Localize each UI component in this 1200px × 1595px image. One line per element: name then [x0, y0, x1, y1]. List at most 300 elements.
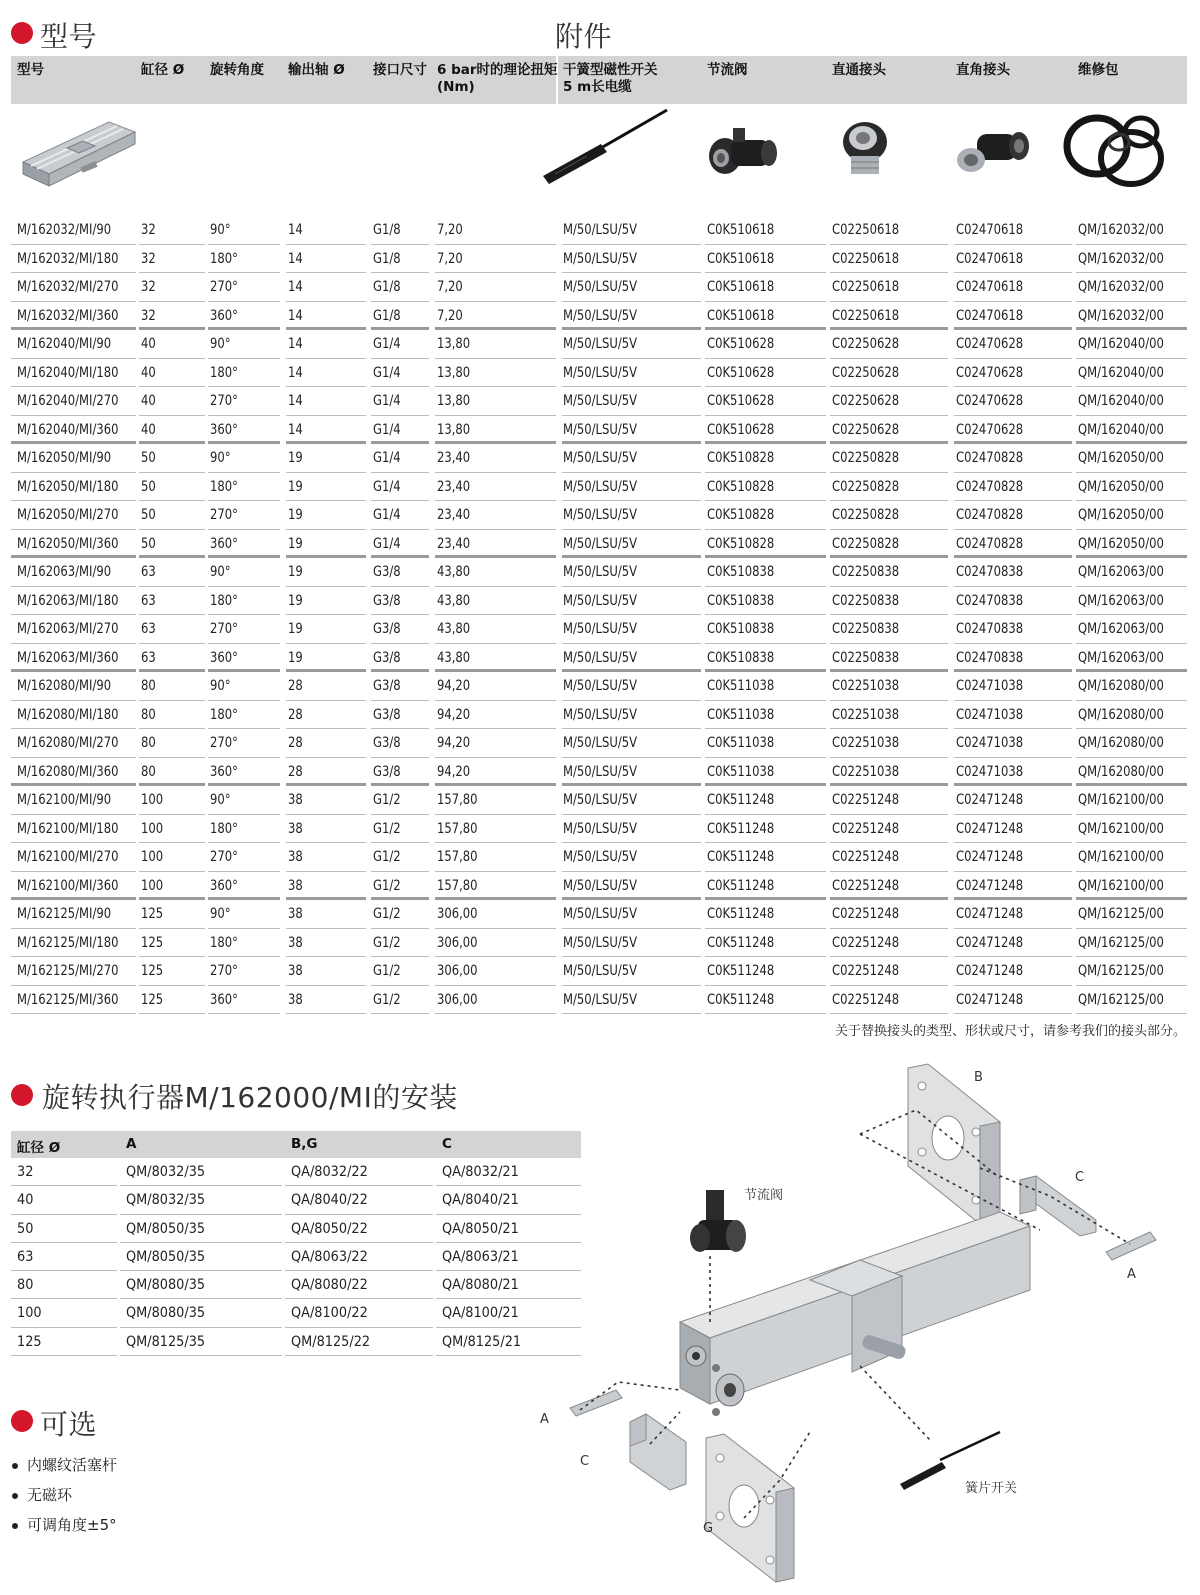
- table-cell: C0K510628: [707, 393, 775, 409]
- table-cell: 360°: [210, 877, 238, 894]
- mounting-table-body: [11, 1158, 581, 1356]
- label-c-left: C: [580, 1454, 590, 1469]
- table-cell: G1/4: [373, 478, 401, 495]
- table-cell: 14: [288, 307, 303, 324]
- table-cell: 40: [141, 421, 156, 438]
- mounting-column-header: B,G: [291, 1136, 318, 1152]
- table-cell: G1/8: [373, 222, 401, 238]
- table-cell: 270°: [210, 735, 238, 751]
- table-cell: M/162063/MI/270: [17, 621, 119, 637]
- table-cell: G3/8: [373, 678, 401, 694]
- table-cell: M/162050/MI/90: [17, 450, 112, 466]
- table-cell: 50: [141, 535, 156, 552]
- table-cell: C02471248: [956, 820, 1024, 837]
- table-cell: 40: [141, 336, 156, 352]
- column-header: 直角接头: [956, 62, 1010, 78]
- model-section-title: 型号: [40, 20, 98, 53]
- table-cell: G3/8: [373, 564, 401, 580]
- table-cell: 38: [288, 820, 303, 837]
- table-cell: 270°: [210, 849, 238, 865]
- table-cell: QM/162063/00: [1078, 649, 1164, 666]
- table-cell: C02251038: [832, 706, 900, 723]
- table-cell: 90°: [210, 222, 231, 238]
- table-cell: M/162125/MI/90: [17, 906, 112, 922]
- table-cell: C02471248: [956, 792, 1024, 808]
- table-cell: M/50/LSU/5V: [563, 763, 638, 780]
- mounting-row: [11, 1215, 581, 1243]
- table-cell: 90°: [210, 450, 231, 466]
- table-cell: G1/4: [373, 421, 401, 438]
- table-cell: C0K510628: [707, 336, 775, 352]
- table-row: [11, 786, 1187, 815]
- mounting-cell: QM/8050/35: [126, 1220, 206, 1237]
- options-section-title: 可选: [40, 1408, 98, 1441]
- table-cell: C02250628: [832, 364, 900, 381]
- column-header: 维修包: [1078, 62, 1119, 78]
- table-row: [11, 729, 1187, 758]
- table-row: [11, 473, 1187, 502]
- table-cell: M/162032/MI/180: [17, 250, 119, 267]
- table-cell: C0K510628: [707, 364, 775, 381]
- table-cell: 125: [141, 991, 164, 1008]
- table-cell: 90°: [210, 906, 231, 922]
- table-cell: C02250628: [832, 421, 900, 438]
- table-row: [11, 957, 1187, 986]
- table-cell: G1/4: [373, 450, 401, 466]
- table-row: [11, 330, 1187, 359]
- table-row: [11, 302, 1187, 331]
- table-cell: M/50/LSU/5V: [563, 279, 638, 295]
- table-cell: 50: [141, 507, 156, 523]
- column-header: 接口尺寸: [373, 62, 427, 78]
- mounting-row: [11, 1186, 581, 1214]
- mounting-cell: QA/8032/22: [291, 1164, 368, 1180]
- table-cell: 13,80: [437, 421, 471, 438]
- table-cell: 270°: [210, 621, 238, 637]
- table-cell: C0K511248: [707, 877, 775, 894]
- table-cell: C02251248: [832, 906, 900, 922]
- table-cell: C02470628: [956, 336, 1024, 352]
- table-cell: C02470838: [956, 592, 1024, 609]
- table-cell: M/50/LSU/5V: [563, 336, 638, 352]
- table-cell: C0K511038: [707, 706, 775, 723]
- table-cell: M/50/LSU/5V: [563, 621, 638, 637]
- table-cell: 38: [288, 849, 303, 865]
- product-images-row: [11, 104, 1187, 216]
- table-row: [11, 530, 1187, 559]
- table-cell: 23,40: [437, 507, 471, 523]
- table-row: [11, 359, 1187, 388]
- table-cell: C02250618: [832, 279, 900, 295]
- column-header: 干簧型磁性开关 5 m长电缆: [563, 62, 658, 95]
- table-cell: C02470828: [956, 535, 1024, 552]
- table-cell: C02471248: [956, 963, 1024, 979]
- section-bullet: [11, 22, 33, 44]
- table-cell: 38: [288, 934, 303, 951]
- label-reed-switch: 簧片开关: [965, 1481, 1018, 1496]
- table-cell: 14: [288, 336, 303, 352]
- table-cell: 270°: [210, 963, 238, 979]
- table-cell: 63: [141, 592, 156, 609]
- table-row: [11, 444, 1187, 473]
- label-a-top: A: [1127, 1267, 1136, 1282]
- table-cell: G1/2: [373, 849, 401, 865]
- table-cell: G1/2: [373, 877, 401, 894]
- table-row: [11, 701, 1187, 730]
- table-cell: C0K510618: [707, 250, 775, 267]
- mounting-row: [11, 1328, 581, 1356]
- table-cell: C0K511038: [707, 735, 775, 751]
- table-cell: 38: [288, 906, 303, 922]
- table-cell: 360°: [210, 535, 238, 552]
- table-cell: G1/4: [373, 364, 401, 381]
- table-cell: G1/4: [373, 535, 401, 552]
- table-cell: M/162080/MI/180: [17, 706, 119, 723]
- mounting-cell: 32: [17, 1164, 34, 1180]
- assembly-diagram: [530, 1060, 1190, 1590]
- table-cell: C0K510828: [707, 507, 775, 523]
- label-b: B: [974, 1070, 983, 1085]
- table-row: [11, 587, 1187, 616]
- table-cell: 125: [141, 906, 164, 922]
- table-cell: 90°: [210, 678, 231, 694]
- table-cell: C0K511248: [707, 991, 775, 1008]
- label-a-left: A: [540, 1412, 549, 1427]
- mounting-row: [11, 1271, 581, 1299]
- table-cell: M/50/LSU/5V: [563, 393, 638, 409]
- table-cell: G3/8: [373, 735, 401, 751]
- table-cell: 125: [141, 963, 164, 979]
- table-cell: M/162100/MI/270: [17, 849, 119, 865]
- table-cell: 50: [141, 478, 156, 495]
- mounting-cell: QA/8100/21: [442, 1305, 519, 1322]
- table-cell: M/50/LSU/5V: [563, 934, 638, 951]
- table-cell: G3/8: [373, 763, 401, 780]
- table-cell: 94,20: [437, 706, 471, 723]
- table-cell: M/162040/MI/270: [17, 393, 119, 409]
- table-cell: QM/162040/00: [1078, 364, 1164, 381]
- table-cell: C02471038: [956, 706, 1024, 723]
- column-header: 直通接头: [832, 62, 886, 78]
- table-cell: C02471038: [956, 763, 1024, 780]
- table-cell: 32: [141, 279, 156, 295]
- mounting-table-header: [11, 1131, 581, 1158]
- mounting-cell: QM/8050/35: [126, 1248, 206, 1265]
- table-cell: 43,80: [437, 564, 471, 580]
- table-cell: M/162050/MI/360: [17, 535, 119, 552]
- table-cell: C0K510828: [707, 450, 775, 466]
- table-cell: QM/162032/00: [1078, 250, 1164, 267]
- column-header: 节流阀: [707, 62, 748, 78]
- table-cell: C02471038: [956, 678, 1024, 694]
- table-cell: 13,80: [437, 364, 471, 381]
- table-cell: C0K510838: [707, 649, 775, 666]
- table-cell: M/50/LSU/5V: [563, 820, 638, 837]
- table-body: [11, 216, 1187, 1014]
- table-cell: M/162032/MI/270: [17, 279, 119, 295]
- table-cell: 306,00: [437, 991, 478, 1008]
- section-bullet: [11, 1084, 33, 1106]
- mounting-cell: QA/8080/22: [291, 1277, 368, 1294]
- table-cell: 19: [288, 621, 303, 637]
- mounting-cell: QA/8080/21: [442, 1277, 519, 1294]
- table-cell: M/50/LSU/5V: [563, 963, 638, 979]
- seal-kit-image: [1061, 112, 1169, 192]
- mounting-cell: QA/8050/22: [291, 1220, 368, 1237]
- table-cell: G1/4: [373, 393, 401, 409]
- option-item: 无磁环: [12, 1484, 72, 1505]
- table-cell: QM/162032/00: [1078, 222, 1164, 238]
- table-cell: M/50/LSU/5V: [563, 535, 638, 552]
- table-cell: 14: [288, 250, 303, 267]
- table-cell: C02251248: [832, 820, 900, 837]
- table-row: [11, 615, 1187, 644]
- table-cell: 19: [288, 450, 303, 466]
- table-cell: C02470838: [956, 621, 1024, 637]
- table-cell: M/50/LSU/5V: [563, 792, 638, 808]
- table-cell: C0K510828: [707, 478, 775, 495]
- table-cell: 94,20: [437, 763, 471, 780]
- table-cell: M/162063/MI/180: [17, 592, 119, 609]
- table-cell: 360°: [210, 307, 238, 324]
- table-cell: M/162080/MI/90: [17, 678, 112, 694]
- flange-g: [706, 1434, 794, 1582]
- table-cell: 80: [141, 763, 156, 780]
- table-cell: QM/162080/00: [1078, 763, 1164, 780]
- table-cell: M/162100/MI/90: [17, 792, 112, 808]
- table-cell: C02250828: [832, 450, 900, 466]
- mounting-cell: QA/8032/21: [442, 1164, 519, 1180]
- table-cell: M/162050/MI/180: [17, 478, 119, 495]
- table-cell: 7,20: [437, 279, 463, 295]
- table-cell: 100: [141, 877, 164, 894]
- table-cell: C02250838: [832, 564, 900, 580]
- table-cell: C02250828: [832, 478, 900, 495]
- table-cell: M/50/LSU/5V: [563, 250, 638, 267]
- table-cell: M/162100/MI/360: [17, 877, 119, 894]
- mounting-cell: QA/8063/21: [442, 1248, 519, 1265]
- table-cell: 90°: [210, 792, 231, 808]
- table-cell: M/50/LSU/5V: [563, 364, 638, 381]
- table-cell: 14: [288, 279, 303, 295]
- table-cell: G3/8: [373, 621, 401, 637]
- table-cell: QM/162100/00: [1078, 792, 1164, 808]
- table-cell: C02470828: [956, 478, 1024, 495]
- mounting-cell: QA/8063/22: [291, 1248, 368, 1265]
- table-cell: C02470628: [956, 421, 1024, 438]
- mounting-cell: QM/8032/35: [126, 1192, 206, 1209]
- table-cell: 90°: [210, 336, 231, 352]
- table-cell: 38: [288, 991, 303, 1008]
- table-cell: C02471248: [956, 906, 1024, 922]
- table-cell: QM/162063/00: [1078, 592, 1164, 609]
- table-cell: 360°: [210, 763, 238, 780]
- table-cell: QM/162063/00: [1078, 564, 1164, 580]
- mounting-cell: QM/8125/35: [126, 1333, 206, 1350]
- mounting-table: [11, 1131, 581, 1356]
- table-cell: 180°: [210, 592, 238, 609]
- table-cell: QM/162032/00: [1078, 307, 1164, 324]
- table-cell: C02250628: [832, 336, 900, 352]
- table-cell: 63: [141, 621, 156, 637]
- table-cell: G1/2: [373, 934, 401, 951]
- table-cell: QM/162050/00: [1078, 507, 1164, 523]
- table-cell: G3/8: [373, 592, 401, 609]
- table-cell: M/50/LSU/5V: [563, 649, 638, 666]
- table-cell: QM/162125/00: [1078, 963, 1164, 979]
- table-row: [11, 672, 1187, 701]
- table-row: [11, 245, 1187, 274]
- mounting-cell: 125: [17, 1333, 42, 1350]
- table-cell: 23,40: [437, 450, 471, 466]
- table-row: [11, 843, 1187, 872]
- table-cell: 306,00: [437, 934, 478, 951]
- table-cell: 80: [141, 735, 156, 751]
- table-cell: M/162040/MI/90: [17, 336, 112, 352]
- mounting-row: [11, 1243, 581, 1271]
- table-row: [11, 644, 1187, 673]
- column-header: 旋转角度: [210, 62, 264, 78]
- table-cell: 180°: [210, 364, 238, 381]
- table-cell: QM/162040/00: [1078, 421, 1164, 438]
- mounting-cell: 80: [17, 1277, 34, 1294]
- table-cell: 157,80: [437, 792, 478, 808]
- table-row: [11, 273, 1187, 302]
- table-cell: C02250838: [832, 621, 900, 637]
- table-cell: C02251038: [832, 763, 900, 780]
- table-cell: 43,80: [437, 592, 471, 609]
- table-cell: C0K510838: [707, 621, 775, 637]
- mounting-column-header: A: [126, 1136, 137, 1152]
- table-cell: QM/162050/00: [1078, 478, 1164, 495]
- mounting-cell: 100: [17, 1305, 42, 1322]
- table-cell: C02251038: [832, 678, 900, 694]
- table-cell: 100: [141, 820, 164, 837]
- table-cell: C02470838: [956, 564, 1024, 580]
- mounting-cell: QA/8100/22: [291, 1305, 368, 1322]
- mounting-section-title: 旋转执行器M/162000/MI的安装: [42, 1081, 458, 1114]
- mounting-row: [11, 1158, 581, 1186]
- table-cell: 23,40: [437, 478, 471, 495]
- table-cell: 180°: [210, 820, 238, 837]
- table-cell: C0K511248: [707, 906, 775, 922]
- table-cell: 360°: [210, 991, 238, 1008]
- table-cell: C02470618: [956, 307, 1024, 324]
- table-cell: G3/8: [373, 649, 401, 666]
- table-cell: C02471248: [956, 934, 1024, 951]
- table-cell: 7,20: [437, 250, 463, 267]
- mounting-cell: QM/8080/35: [126, 1305, 206, 1322]
- bracket-c-left: [630, 1414, 686, 1490]
- table-cell: M/162032/MI/90: [17, 222, 112, 238]
- table-cell: C0K511038: [707, 763, 775, 780]
- table-cell: M/50/LSU/5V: [563, 906, 638, 922]
- table-cell: C0K511248: [707, 963, 775, 979]
- table-cell: G1/4: [373, 336, 401, 352]
- table-cell: C02250628: [832, 393, 900, 409]
- table-cell: M/162050/MI/270: [17, 507, 119, 523]
- table-cell: C02251248: [832, 849, 900, 865]
- mounting-cell: 50: [17, 1220, 34, 1237]
- table-cell: 19: [288, 535, 303, 552]
- mounting-cell: QA/8050/21: [442, 1220, 519, 1237]
- table-cell: M/50/LSU/5V: [563, 421, 638, 438]
- table-cell: 14: [288, 393, 303, 409]
- mounting-cell: QM/8125/22: [291, 1333, 371, 1350]
- table-cell: C02251248: [832, 963, 900, 979]
- table-cell: 80: [141, 678, 156, 694]
- table-cell: 7,20: [437, 307, 463, 324]
- table-cell: C02471248: [956, 849, 1024, 865]
- table-cell: 90°: [210, 564, 231, 580]
- table-cell: 270°: [210, 279, 238, 295]
- table-cell: C0K510618: [707, 307, 775, 324]
- mounting-cell: 63: [17, 1248, 34, 1265]
- table-cell: C0K511248: [707, 849, 775, 865]
- table-cell: 306,00: [437, 906, 478, 922]
- mounting-cell: QM/8080/35: [126, 1277, 206, 1294]
- pin-a-left: [570, 1390, 622, 1416]
- column-header: 输出轴 Ø: [288, 62, 345, 78]
- table-cell: C0K511038: [707, 678, 775, 694]
- accessories-section-title: 附件: [555, 20, 613, 53]
- table-cell: 19: [288, 649, 303, 666]
- table-cell: C02251038: [832, 735, 900, 751]
- table-cell: 13,80: [437, 336, 471, 352]
- table-cell: C0K510618: [707, 279, 775, 295]
- column-header: 型号: [17, 62, 44, 78]
- table-cell: C0K510628: [707, 421, 775, 438]
- section-bullet: [11, 1410, 33, 1432]
- table-cell: QM/162080/00: [1078, 735, 1164, 751]
- table-cell: C02470828: [956, 450, 1024, 466]
- mounting-row: [11, 1299, 581, 1327]
- table-cell: 360°: [210, 649, 238, 666]
- table-cell: C0K511248: [707, 934, 775, 951]
- column-header: 缸径 Ø: [141, 62, 185, 78]
- table-cell: M/162080/MI/360: [17, 763, 119, 780]
- table-row: [11, 216, 1187, 245]
- table-cell: M/50/LSU/5V: [563, 507, 638, 523]
- table-cell: M/162100/MI/180: [17, 820, 119, 837]
- table-cell: 360°: [210, 421, 238, 438]
- table-cell: C0K511248: [707, 820, 775, 837]
- table-cell: QM/162080/00: [1078, 706, 1164, 723]
- option-item: 可调角度±5°: [12, 1514, 117, 1535]
- table-cell: QM/162100/00: [1078, 820, 1164, 837]
- table-cell: C02251248: [832, 877, 900, 894]
- table-row: [11, 815, 1187, 844]
- table-cell: G1/2: [373, 820, 401, 837]
- table-cell: C02470628: [956, 393, 1024, 409]
- table-cell: M/162040/MI/180: [17, 364, 119, 381]
- table-cell: 13,80: [437, 393, 471, 409]
- table-cell: QM/162100/00: [1078, 849, 1164, 865]
- table-cell: M/50/LSU/5V: [563, 450, 638, 466]
- table-cell: M/50/LSU/5V: [563, 678, 638, 694]
- table-cell: QM/162040/00: [1078, 336, 1164, 352]
- mounting-column-header: 缸径 Ø: [17, 1140, 61, 1156]
- mounting-cell: QM/8032/35: [126, 1164, 206, 1180]
- table-cell: 270°: [210, 507, 238, 523]
- table-cell: C0K511248: [707, 792, 775, 808]
- label-flow-valve: 节流阀: [744, 1188, 784, 1203]
- table-cell: C02470618: [956, 279, 1024, 295]
- table-cell: 32: [141, 250, 156, 267]
- table-cell: C0K510828: [707, 535, 775, 552]
- table-cell: C02250828: [832, 535, 900, 552]
- table-cell: 38: [288, 792, 303, 808]
